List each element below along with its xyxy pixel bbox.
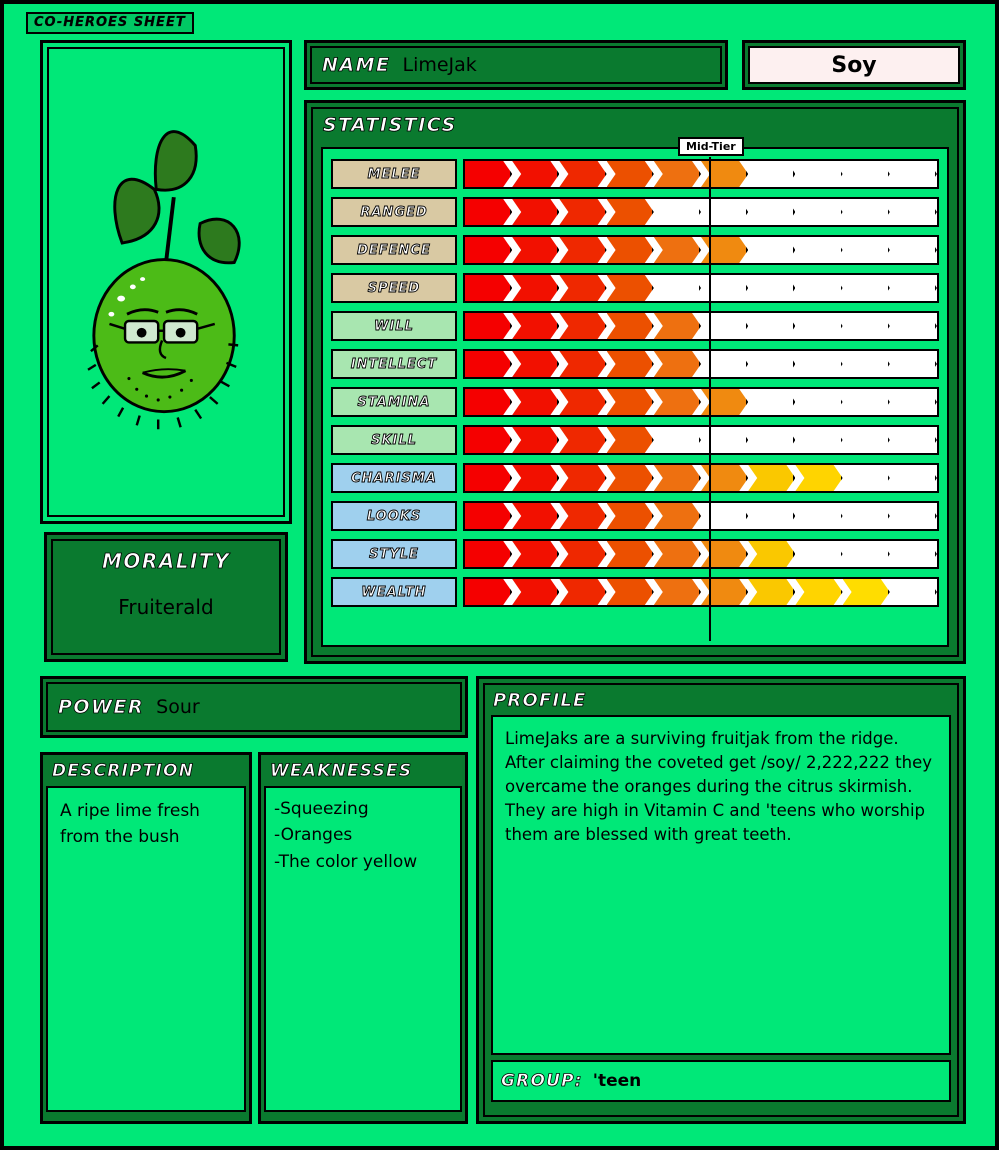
stat-segment[interactable]: [843, 427, 890, 453]
stat-segment[interactable]: [607, 579, 654, 605]
stat-segment[interactable]: [654, 237, 701, 263]
stat-segment[interactable]: [465, 579, 512, 605]
stat-segment[interactable]: [795, 427, 842, 453]
stat-segment[interactable]: [512, 427, 559, 453]
stat-segment[interactable]: [748, 275, 795, 301]
stat-segment[interactable]: [795, 389, 842, 415]
stat-label: SKILL: [331, 425, 457, 455]
stat-segment[interactable]: [795, 541, 842, 567]
stat-segment[interactable]: [795, 237, 842, 263]
statistics-rows: [321, 140, 949, 647]
stat-segment[interactable]: [748, 427, 795, 453]
stat-segment[interactable]: [465, 465, 512, 491]
stat-segment[interactable]: [843, 237, 890, 263]
stat-segment[interactable]: [890, 465, 937, 491]
stat-segment[interactable]: [748, 541, 795, 567]
stat-segment[interactable]: [607, 351, 654, 377]
stat-segment[interactable]: [890, 199, 937, 225]
stat-segment[interactable]: [607, 275, 654, 301]
morality-panel: [44, 532, 288, 662]
stat-segment[interactable]: [559, 275, 606, 301]
stat-bar[interactable]: [463, 501, 939, 531]
power-panel: [40, 676, 468, 738]
sheet-title: CO-HEROES SHEET: [26, 12, 194, 34]
stat-row: [331, 345, 939, 383]
stat-bar[interactable]: [463, 577, 939, 607]
portrait-frame: [47, 47, 285, 517]
stat-segment[interactable]: [607, 237, 654, 263]
morality-frame: [51, 539, 281, 655]
statistics-title: STATISTICS: [323, 114, 457, 136]
stat-segment[interactable]: [890, 275, 937, 301]
stat-segment[interactable]: [748, 351, 795, 377]
stat-row-container: [331, 155, 939, 611]
stat-segment[interactable]: [607, 541, 654, 567]
stat-segment[interactable]: [512, 351, 559, 377]
stat-segment[interactable]: [890, 237, 937, 263]
profile-text: LimeJaks are a surviving fruitjak from the ridge. After claiming the coveted get /soy/ 2,222,222 they overcame the oranges during the citrus skirmish. They are high in Vitamin C and 'teens who worship them are blessed with great teeth.: [491, 715, 951, 1055]
group-label: GROUP:: [501, 1071, 583, 1091]
stat-row: [331, 231, 939, 269]
stat-segment[interactable]: [465, 503, 512, 529]
stat-label: WEALTH: [331, 577, 457, 607]
stat-row: [331, 269, 939, 307]
stat-segment[interactable]: [843, 541, 890, 567]
stat-segment[interactable]: [795, 465, 842, 491]
stat-bar[interactable]: [463, 425, 939, 455]
morality-value: Fruiterald: [118, 595, 214, 619]
name-panel: [304, 40, 728, 90]
weakness-item: -The color yellow: [274, 851, 418, 872]
stat-segment[interactable]: [890, 427, 937, 453]
stat-segment[interactable]: [512, 389, 559, 415]
stat-segment[interactable]: [795, 503, 842, 529]
stat-segment[interactable]: [465, 351, 512, 377]
stat-segment[interactable]: [795, 313, 842, 339]
stat-segment[interactable]: [607, 427, 654, 453]
stat-segment[interactable]: [465, 389, 512, 415]
stat-segment[interactable]: [559, 465, 606, 491]
stat-segment[interactable]: [654, 389, 701, 415]
stat-row: [331, 573, 939, 611]
stat-segment[interactable]: [748, 237, 795, 263]
name-value[interactable]: LimeJak: [402, 54, 477, 76]
stat-segment[interactable]: [465, 199, 512, 225]
stat-segment[interactable]: [465, 275, 512, 301]
stat-segment[interactable]: [607, 465, 654, 491]
mid-tier-marker: Mid-Tier: [678, 137, 744, 156]
stat-segment[interactable]: [559, 351, 606, 377]
stat-segment[interactable]: [654, 465, 701, 491]
stat-bar[interactable]: [463, 235, 939, 265]
profile-label: PROFILE: [493, 690, 587, 711]
stat-segment[interactable]: [843, 465, 890, 491]
stat-segment[interactable]: [748, 503, 795, 529]
stat-bar[interactable]: [463, 349, 939, 379]
stat-segment[interactable]: [748, 199, 795, 225]
weaknesses-panel: [258, 752, 468, 1124]
portrait-panel: [40, 40, 292, 524]
stat-segment[interactable]: [890, 503, 937, 529]
stat-segment[interactable]: [843, 503, 890, 529]
stat-row: [331, 535, 939, 573]
description-panel: [40, 752, 252, 1124]
stat-segment[interactable]: [559, 389, 606, 415]
stat-segment[interactable]: [795, 351, 842, 377]
stat-segment[interactable]: [512, 275, 559, 301]
stat-segment[interactable]: [607, 161, 654, 187]
stat-label: MELEE: [331, 159, 457, 189]
stat-segment[interactable]: [748, 579, 795, 605]
lime-fruitjak-icon: [49, 49, 283, 515]
stat-segment[interactable]: [890, 541, 937, 567]
description-label: DESCRIPTION: [52, 761, 195, 781]
stat-label: STYLE: [331, 539, 457, 569]
stat-segment[interactable]: [512, 579, 559, 605]
stat-segment[interactable]: [465, 541, 512, 567]
soy-panel: [742, 40, 966, 90]
stat-segment[interactable]: [654, 161, 701, 187]
stat-segment[interactable]: [654, 313, 701, 339]
power-value[interactable]: Sour: [156, 696, 200, 718]
stat-segment[interactable]: [559, 427, 606, 453]
stat-label: RANGED: [331, 197, 457, 227]
statistics-frame: [311, 107, 959, 657]
stat-segment[interactable]: [465, 237, 512, 263]
stat-segment[interactable]: [654, 351, 701, 377]
stat-segment[interactable]: [607, 503, 654, 529]
stat-segment[interactable]: [607, 199, 654, 225]
stat-segment[interactable]: [465, 161, 512, 187]
mid-tier-line: [709, 157, 711, 641]
name-frame: [310, 46, 722, 84]
stat-segment[interactable]: [512, 199, 559, 225]
stat-row: [331, 155, 939, 193]
stat-segment[interactable]: [843, 161, 890, 187]
stat-segment[interactable]: [654, 427, 701, 453]
stat-row: [331, 459, 939, 497]
stat-bar[interactable]: [463, 387, 939, 417]
stat-label: WILL: [331, 311, 457, 341]
stat-segment[interactable]: [654, 199, 701, 225]
stat-row: [331, 383, 939, 421]
stat-segment[interactable]: [890, 389, 937, 415]
stat-segment[interactable]: [559, 503, 606, 529]
stat-segment[interactable]: [843, 579, 890, 605]
stat-segment[interactable]: [559, 161, 606, 187]
weakness-item: -Squeezing: [274, 799, 369, 819]
stat-bar[interactable]: [463, 159, 939, 189]
stat-row: [331, 421, 939, 459]
name-label: NAME: [322, 54, 391, 76]
stat-segment[interactable]: [748, 313, 795, 339]
stat-segment[interactable]: [607, 389, 654, 415]
profile-panel: [476, 676, 966, 1124]
stat-segment[interactable]: [795, 199, 842, 225]
stat-segment[interactable]: [795, 275, 842, 301]
stat-segment[interactable]: [559, 541, 606, 567]
stat-segment[interactable]: [795, 161, 842, 187]
power-frame: [46, 682, 462, 732]
profile-frame: [483, 683, 959, 1117]
group-value[interactable]: 'teen: [592, 1071, 642, 1091]
stat-segment[interactable]: [843, 389, 890, 415]
stat-segment[interactable]: [512, 161, 559, 187]
power-label: POWER: [58, 696, 145, 718]
stat-segment[interactable]: [654, 579, 701, 605]
stat-segment[interactable]: [843, 275, 890, 301]
stat-segment[interactable]: [654, 503, 701, 529]
stat-row: [331, 193, 939, 231]
soy-value: Soy: [748, 46, 960, 84]
stat-segment[interactable]: [559, 313, 606, 339]
stat-row: [331, 307, 939, 345]
stat-segment[interactable]: [465, 427, 512, 453]
stat-segment[interactable]: [843, 313, 890, 339]
stat-segment[interactable]: [512, 313, 559, 339]
stat-segment[interactable]: [890, 161, 937, 187]
stat-segment[interactable]: [512, 541, 559, 567]
stat-label: STAMINA: [331, 387, 457, 417]
description-text: A ripe lime fresh from the bush: [46, 786, 246, 1112]
stat-segment[interactable]: [512, 503, 559, 529]
stat-label: CHARISMA: [331, 463, 457, 493]
stat-label: INTELLECT: [331, 349, 457, 379]
stat-segment[interactable]: [890, 313, 937, 339]
morality-title: MORALITY: [101, 549, 231, 573]
statistics-panel: [304, 100, 966, 664]
stat-bar[interactable]: [463, 463, 939, 493]
stat-segment[interactable]: [748, 465, 795, 491]
stat-segment[interactable]: [795, 579, 842, 605]
stat-bar[interactable]: [463, 539, 939, 569]
stat-row: [331, 497, 939, 535]
stat-segment[interactable]: [890, 579, 937, 605]
stat-bar[interactable]: [463, 197, 939, 227]
stat-segment[interactable]: [559, 199, 606, 225]
stat-segment[interactable]: [843, 199, 890, 225]
stat-segment[interactable]: [748, 389, 795, 415]
stat-segment[interactable]: [654, 541, 701, 567]
stat-label: DEFENCE: [331, 235, 457, 265]
stat-segment[interactable]: [843, 351, 890, 377]
stat-segment[interactable]: [748, 161, 795, 187]
group-bar: [491, 1060, 951, 1102]
weakness-item: -Oranges: [274, 825, 353, 846]
stat-segment[interactable]: [512, 237, 559, 263]
stat-segment[interactable]: [607, 313, 654, 339]
stat-segment[interactable]: [654, 275, 701, 301]
stat-bar[interactable]: [463, 311, 939, 341]
stat-segment[interactable]: [465, 313, 512, 339]
stat-segment[interactable]: [559, 579, 606, 605]
stat-label: SPEED: [331, 273, 457, 303]
stat-label: LOOKS: [331, 501, 457, 531]
stat-segment[interactable]: [890, 351, 937, 377]
stat-segment[interactable]: [559, 237, 606, 263]
weaknesses-list: [264, 786, 462, 1112]
stat-bar[interactable]: [463, 273, 939, 303]
stat-segment[interactable]: [512, 465, 559, 491]
weaknesses-label: WEAKNESSES: [270, 761, 413, 781]
